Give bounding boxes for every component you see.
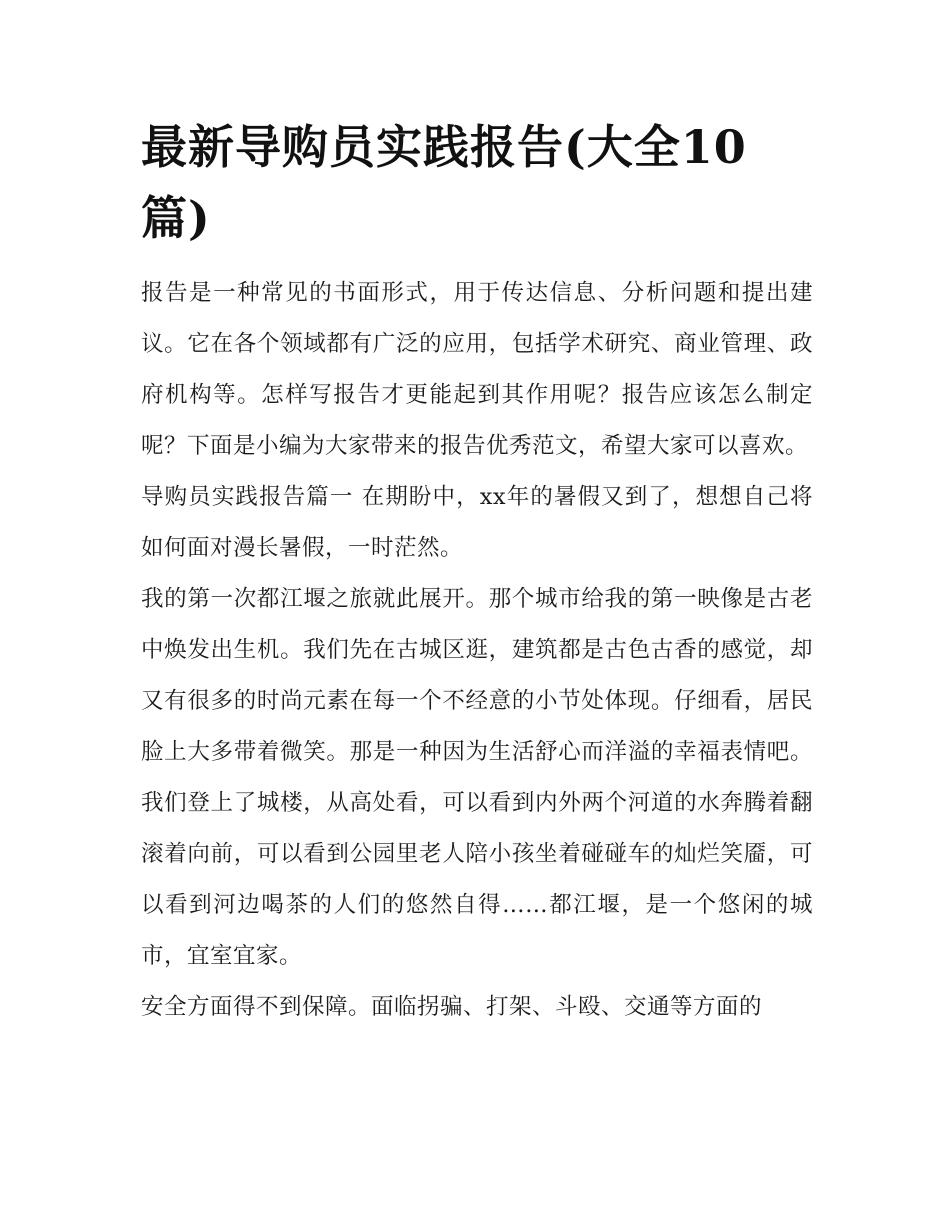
document-title: 最新导购员实践报告(大全10篇) (141, 120, 747, 245)
paragraph-dujiangyan-trip: 我的第一次都江堰之旅就此展开。那个城市给我的第一映像是古老中焕发出生机。我们先在古城区逛，建筑都是古色古香的感觉，却又有很多的时尚元素在每一个不经意的小节处体现。仔细看，居民脸上大多带着微笑。那是一种因为生活舒心而洋溢的幸福表情吧。我们登上了城楼，从高处看，可以看到内外两个河道的水奔腾着翻滚着向前，可以看到公园里老人陪小孩坐着碰碰车的灿烂笑靥，可以看到河边喝茶的人们的悠然自得……都江堰，是一个悠闲的城市，宜室宜家。 (141, 586, 813, 969)
paragraph-safety: 安全方面得不到保障。面临拐骗、打架、斗殴、交通等方面的 (141, 994, 763, 1020)
paragraph-section-one: 导购员实践报告篇一 在期盼中，xx年的暑假又到了，想想自己将如何面对漫长暑假，一时茫然。 (141, 484, 813, 561)
document-body (141, 112, 813, 1033)
paragraph-intro: 报告是一种常见的书面形式，用于传达信息、分析问题和提出建议。它在各个领域都有广泛的应用，包括学术研究、商业管理、政府机构等。怎样写报告才更能起到其作用呢？报告应该怎么制定呢？下面是小编为大家带来的报告优秀范文，希望大家可以喜欢。 (141, 280, 813, 459)
